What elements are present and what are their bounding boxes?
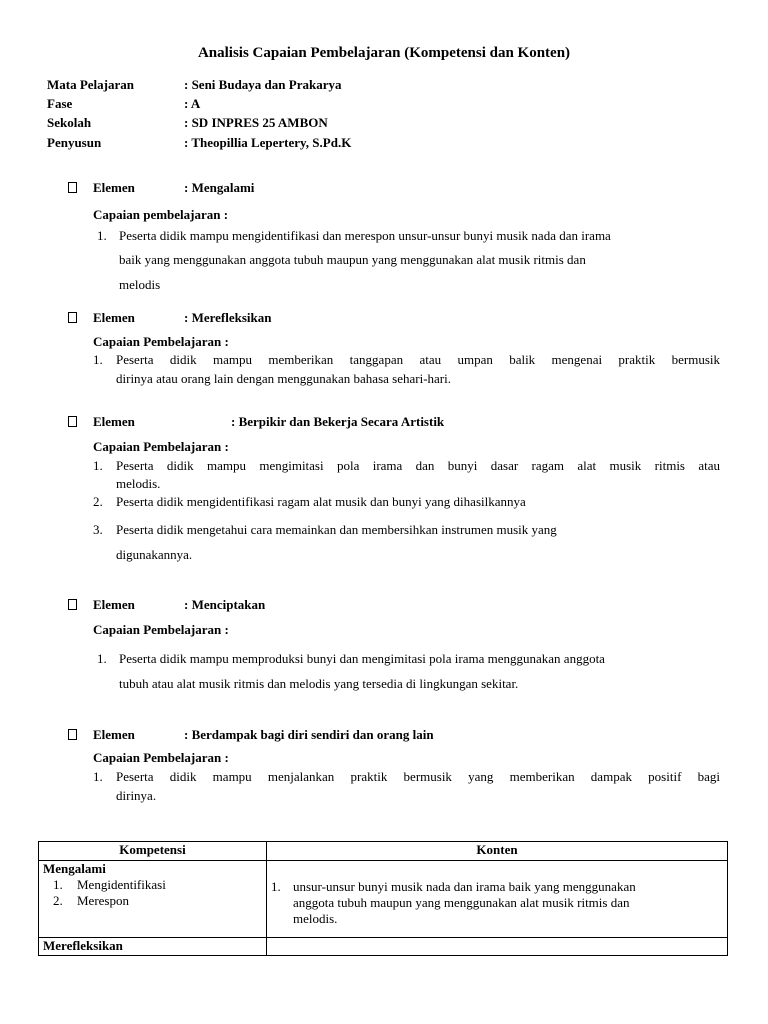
bullet-box-icon: [68, 416, 77, 427]
list-item-line: baik yang menggunakan anggota tubuh maupun yang menggunakan alat musik ritmis dan: [119, 252, 586, 267]
list-item-line: melodis: [119, 277, 161, 292]
header-value-phase: : A: [184, 96, 201, 111]
header-value-school: : SD INPRES 25 AMBON: [184, 115, 328, 130]
list-number: 1.: [53, 877, 63, 892]
list-item-line: unsur-unsur bunyi musik nada dan irama baik yang menggunakan: [293, 879, 636, 894]
page-title: Analisis Capaian Pembelajaran (Kompetensi dan Konten): [197, 45, 571, 61]
list-item-text: Mengidentifikasi: [77, 877, 166, 892]
list-number: 1.: [93, 769, 103, 784]
element-label: Elemen: [93, 414, 135, 429]
list-item-line: Peserta didik mampu mengimitasi pola irama dan bunyi dasar ragam alat musik ritmis atau: [116, 458, 720, 473]
bullet-box-icon: [68, 182, 77, 193]
list-item-line: dirinya.: [116, 788, 157, 803]
cp-label: Capaian Pembelajaran :: [93, 622, 229, 637]
table-header-kompetensi: Kompetensi: [39, 842, 267, 861]
table-row: [39, 938, 728, 956]
list-item: [271, 879, 723, 927]
header-label-subject: Mata Pelajaran: [47, 77, 135, 92]
list-item-line: Peserta didik mengetahui cara memainkan dan membersihkan instrumen musik yang: [116, 522, 557, 537]
element-value: : Menciptakan: [184, 597, 266, 612]
list-number: 3.: [93, 522, 103, 537]
header-value-author: : Theopillia Lepertery, S.Pd.K: [184, 135, 352, 150]
element-label: Elemen: [93, 180, 135, 195]
element-value: : Mengalami: [184, 180, 255, 195]
list-number: 1.: [271, 879, 281, 894]
list-item-line: melodis.: [116, 476, 161, 491]
header-value-subject: : Seni Budaya dan Prakarya: [184, 77, 342, 92]
table-row: [39, 861, 728, 938]
kompetensi-cell: [39, 938, 267, 956]
list-item-line: Peserta didik mampu memberikan tanggapan atau umpan balik mengenai praktik bermusik: [116, 352, 720, 367]
bullet-box-icon: [68, 599, 77, 610]
table-header-row: [39, 842, 728, 861]
header-label-author: Penyusun: [47, 135, 102, 150]
list-number: 1.: [93, 352, 103, 367]
kompetensi-title: Merefleksikan: [43, 938, 123, 953]
list-item-line: Peserta didik mampu menjalankan praktik bermusik yang memberikan dampak positif bagi: [116, 769, 720, 784]
table-header-konten: Konten: [267, 842, 728, 861]
bullet-box-icon: [68, 312, 77, 323]
list-number: 1.: [93, 458, 103, 473]
list-item-line: anggota tubuh maupun yang menggunakan alat musik ritmis dan: [293, 895, 630, 910]
list-number: 2.: [93, 494, 103, 509]
element-label: Elemen: [93, 597, 135, 612]
element-value: : Merefleksikan: [184, 310, 272, 325]
list-number: 2.: [53, 893, 63, 908]
header-label-school: Sekolah: [47, 115, 92, 130]
competence-content-table: [38, 841, 728, 956]
konten-cell: [267, 861, 728, 938]
list-number: 1.: [97, 651, 107, 666]
element-value: : Berdampak bagi diri sendiri dan orang lain: [184, 727, 434, 742]
cp-label: Capaian Pembelajaran :: [93, 750, 229, 765]
list-item-line: Peserta didik mampu mengidentifikasi dan merespon unsur-unsur bunyi musik nada dan irama: [119, 228, 611, 243]
cp-label: Capaian Pembelajaran :: [93, 334, 229, 349]
list-item-line: Peserta didik mengidentifikasi ragam alat musik dan bunyi yang dihasilkannya: [116, 494, 526, 509]
list-item-line: Peserta didik mampu memproduksi bunyi dan mengimitasi pola irama menggunakan anggota: [119, 651, 605, 666]
cp-label: Capaian Pembelajaran :: [93, 439, 229, 454]
list-item-text: Merespon: [77, 893, 129, 908]
list-item-line: digunakannya.: [116, 547, 193, 562]
kompetensi-title: Mengalami: [43, 861, 106, 876]
header-label-phase: Fase: [47, 96, 73, 111]
kompetensi-cell: [39, 861, 267, 938]
element-label: Elemen: [93, 310, 135, 325]
list-item: [43, 877, 262, 893]
cp-label: Capaian pembelajaran :: [93, 207, 229, 222]
list-item-line: dirinya atau orang lain dengan menggunakan bahasa sehari-hari.: [116, 371, 451, 386]
bullet-box-icon: [68, 729, 77, 740]
konten-cell: [267, 938, 728, 956]
list-item-line: melodis.: [293, 911, 338, 926]
list-item-line: tubuh atau alat musik ritmis dan melodis yang tersedia di lingkungan sekitar.: [119, 676, 519, 691]
element-value: : Berpikir dan Bekerja Secara Artistik: [231, 414, 445, 429]
element-label: Elemen: [93, 727, 135, 742]
list-item: [43, 893, 262, 909]
list-number: 1.: [97, 228, 107, 243]
